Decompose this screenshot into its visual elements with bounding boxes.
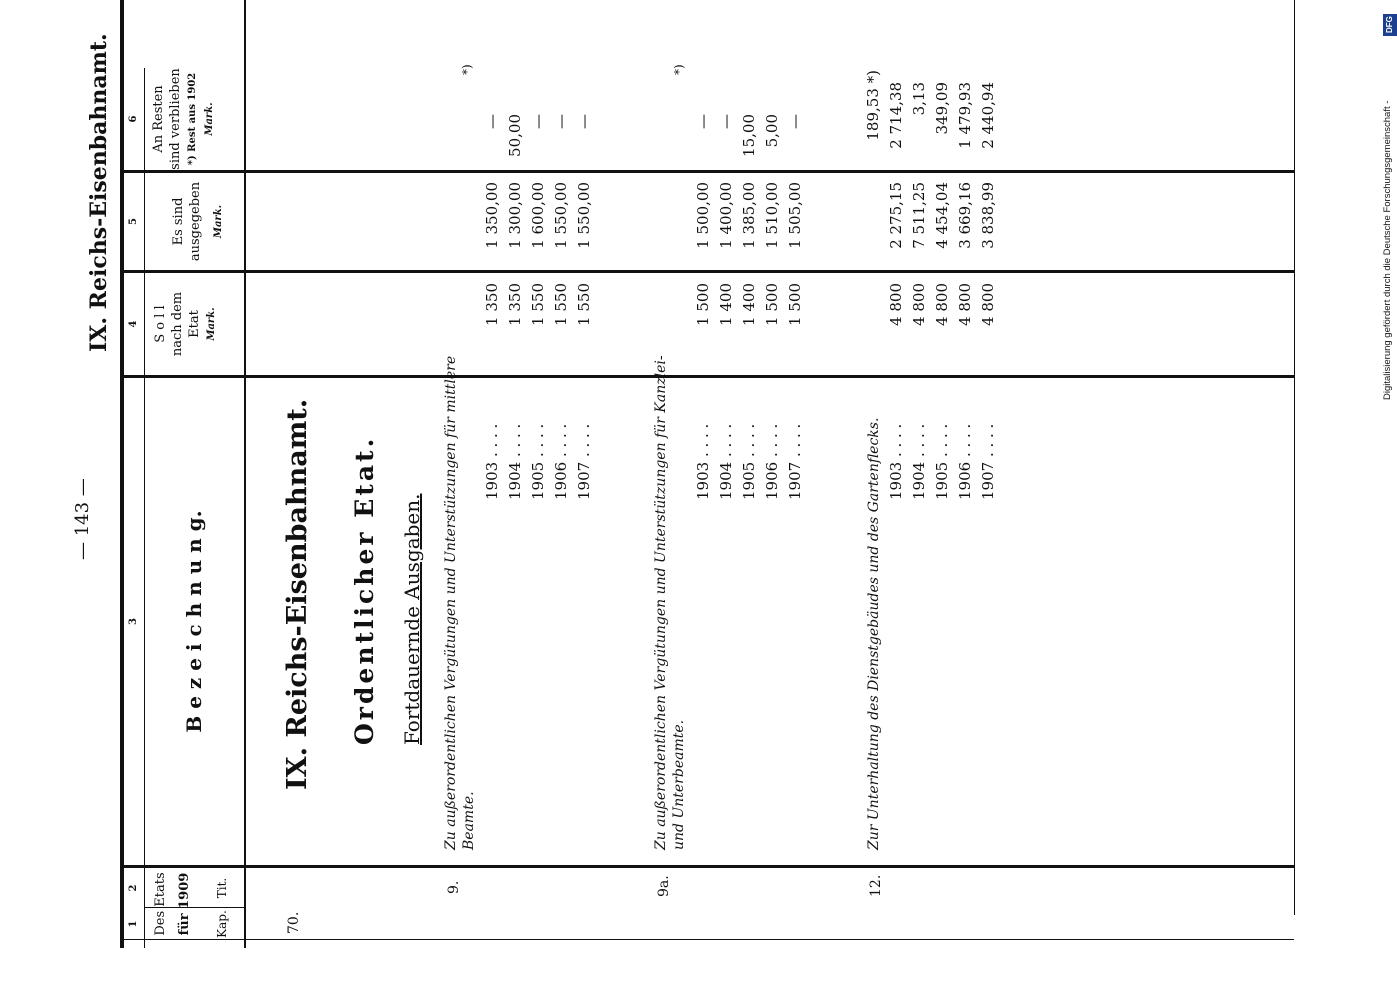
col-num-3: 3 [128, 618, 139, 625]
header-bezeichnung: B e z e i c h n u n g. [182, 510, 206, 733]
sec9a-ausg: 1 500,00 [694, 182, 712, 249]
col-num-5: 5 [128, 218, 139, 225]
header-soll-line3: Etat [187, 310, 202, 338]
sec9-text-line2: Beamte. [461, 791, 477, 850]
col-sep-56 [120, 170, 1294, 173]
kap-number: 70. [286, 911, 302, 934]
sec9-ausg: 1 300,00 [506, 182, 524, 249]
sec9-soll: 1 350 [483, 283, 501, 326]
header-soll-line1: S o l l [153, 305, 168, 343]
sec9-rest: — [483, 114, 501, 129]
sec9a-rest: — [717, 114, 735, 129]
sec9-ausg: 1 600,00 [529, 182, 547, 249]
sec12-rest: 2 714,38 [887, 82, 905, 149]
sec12-soll: 4 800 [887, 283, 905, 326]
dfg-sidebar [1382, 0, 1397, 1000]
tit-9: 9. [446, 880, 462, 894]
sec9a-ausg: 1 385,00 [740, 182, 758, 249]
sec9a-soll: 1 500 [694, 283, 712, 326]
col-num-4: 4 [128, 320, 139, 328]
header-ausg-unit: Mark. [213, 204, 224, 239]
header-fuer-1909: für 1909 [177, 872, 192, 936]
dfg-logo: DFG [1383, 14, 1397, 36]
tit-9a: 9a. [656, 875, 672, 897]
sec9a-soll: 1 500 [786, 283, 804, 326]
col-sep-1 [120, 939, 1294, 940]
sec9a-year: 1904 . . . . [717, 423, 735, 500]
sec9a-year: 1907 . . . . [786, 423, 804, 500]
sec12-ausg: 2 275,15 [887, 182, 905, 249]
header-soll-unit: Mark. [206, 307, 217, 341]
sec9-rest: 50,00 [506, 114, 524, 157]
sec9-soll: 1 350 [506, 283, 524, 326]
header-ausg-line2: ausgegeben [188, 181, 203, 262]
header-kap: Kap. [215, 910, 229, 938]
col-sep-12 [120, 865, 1294, 868]
sec9a-soll: 1 400 [717, 283, 735, 326]
sec9a-ausg: 1 400,00 [717, 182, 735, 249]
sec12-soll: 4 800 [910, 283, 928, 326]
sec9-year: 1903 . . . . [483, 423, 501, 500]
header-soll-line2: nach dem [170, 291, 185, 357]
sec12-year: 1904 . . . . [910, 423, 928, 500]
sec9-soll: 1 550 [575, 283, 593, 326]
sec9a-ausg: 1 505,00 [786, 182, 804, 249]
sec12-year: 1905 . . . . [933, 423, 951, 500]
header-rest-line3: *) Rest aus 1902 [187, 72, 198, 166]
sec9a-ausg: 1 510,00 [763, 182, 781, 249]
sec12-year: 1907 . . . . [979, 423, 997, 500]
sec12-year: 1903 . . . . [887, 423, 905, 500]
sec12-ausg: 4 454,04 [933, 182, 951, 249]
sec9-year: 1907 . . . . [575, 423, 593, 500]
sec12-ausg: 3 669,16 [956, 182, 974, 249]
sec9-ausg: 1 550,00 [575, 182, 593, 249]
header-rest-unit: Mark. [204, 102, 215, 136]
sec9a-year: 1903 . . . . [694, 423, 712, 500]
header-bottom-border [244, 0, 246, 948]
header-rest-line2: sind verblieben [168, 68, 183, 170]
tit-12: 12. [868, 874, 884, 897]
dfg-text: Digitalisierung gefördert durch die Deutsche Forschungsgemeinschaft - [1382, 100, 1393, 400]
sec9a-text-line1: Zu außerordentlichen Vergütungen und Unterstützungen für Kanzlei- [653, 355, 669, 850]
header-des-etats: Des Etats [153, 872, 168, 936]
sec9a-rest: 5,00 [763, 114, 781, 148]
running-head: IX. Reichs-Eisenbahnamt. [86, 33, 112, 352]
section-heading-sub: Ordentlicher Etat. [350, 435, 379, 745]
page-number: — 143 — [72, 478, 93, 560]
sec9a-year: 1905 . . . . [740, 423, 758, 500]
sec9-year: 1905 . . . . [529, 423, 547, 500]
sec12-rest: 1 479,93 [956, 82, 974, 149]
sec12-soll: 4 800 [933, 283, 951, 326]
sec9a-year: 1906 . . . . [763, 423, 781, 500]
footnote-marker: *) [460, 64, 474, 75]
col-sep-34 [120, 375, 1294, 378]
header-soll [152, 273, 220, 375]
header-tit: Tit. [215, 877, 229, 899]
col-num-1: 1 [128, 920, 139, 928]
header-rest-line1: An Resten [151, 85, 166, 153]
header-resten [150, 68, 218, 170]
sec9a-rest: — [786, 114, 804, 129]
header-ausg-line1: Es sind [171, 197, 186, 246]
section-heading-sub2: Fortdauernde Ausgaben. [400, 493, 424, 745]
footnote-marker: *) [672, 64, 686, 75]
sec9a-soll: 1 500 [763, 283, 781, 326]
sec9a-rest: 15,00 [740, 114, 758, 157]
sec9-rest: — [575, 114, 593, 129]
sec9a-soll: 1 400 [740, 283, 758, 326]
header-ausgegeben [170, 173, 227, 270]
sec9-ausg: 1 350,00 [483, 182, 501, 249]
sec9-soll: 1 550 [552, 283, 570, 326]
sec9-text-line1: Zu außerordentlichen Vergütungen und Unterstützungen für mittlere [443, 355, 459, 850]
col-num-2: 2 [128, 884, 139, 892]
table-bottom-border [1294, 0, 1295, 915]
sec12-rest: 189,53 *) [864, 70, 882, 141]
sec12-soll: 4 800 [956, 283, 974, 326]
sec9-ausg: 1 550,00 [552, 182, 570, 249]
sec12-rest: 3,13 [910, 82, 928, 116]
sec12-rest: 349,09 [933, 82, 951, 135]
sec12-ausg: 3 838,99 [979, 182, 997, 249]
col-sep-45 [120, 270, 1294, 273]
sec9a-rest: — [694, 114, 712, 129]
sec12-rest: 2 440,94 [979, 82, 997, 149]
sec9-rest: — [529, 114, 547, 129]
sec12-year: 1906 . . . . [956, 423, 974, 500]
sec9a-text-line2: und Unterbeamte. [671, 719, 687, 850]
col-num-6: 6 [128, 115, 139, 123]
header-divider [144, 68, 145, 948]
sec9-rest: — [552, 114, 570, 129]
sec9-year: 1906 . . . . [552, 423, 570, 500]
sec9-soll: 1 550 [529, 283, 547, 326]
sec12-text-line1: Zur Unterhaltung des Dienstgebäudes und des Gartenflecks. [866, 417, 882, 850]
sec12-ausg: 7 511,25 [910, 182, 928, 249]
table-top-border [120, 0, 124, 948]
sec12-soll: 4 800 [979, 283, 997, 326]
section-heading-main: IX. Reichs-Eisenbahnamt. [282, 398, 313, 790]
sec9-year: 1904 . . . . [506, 423, 524, 500]
